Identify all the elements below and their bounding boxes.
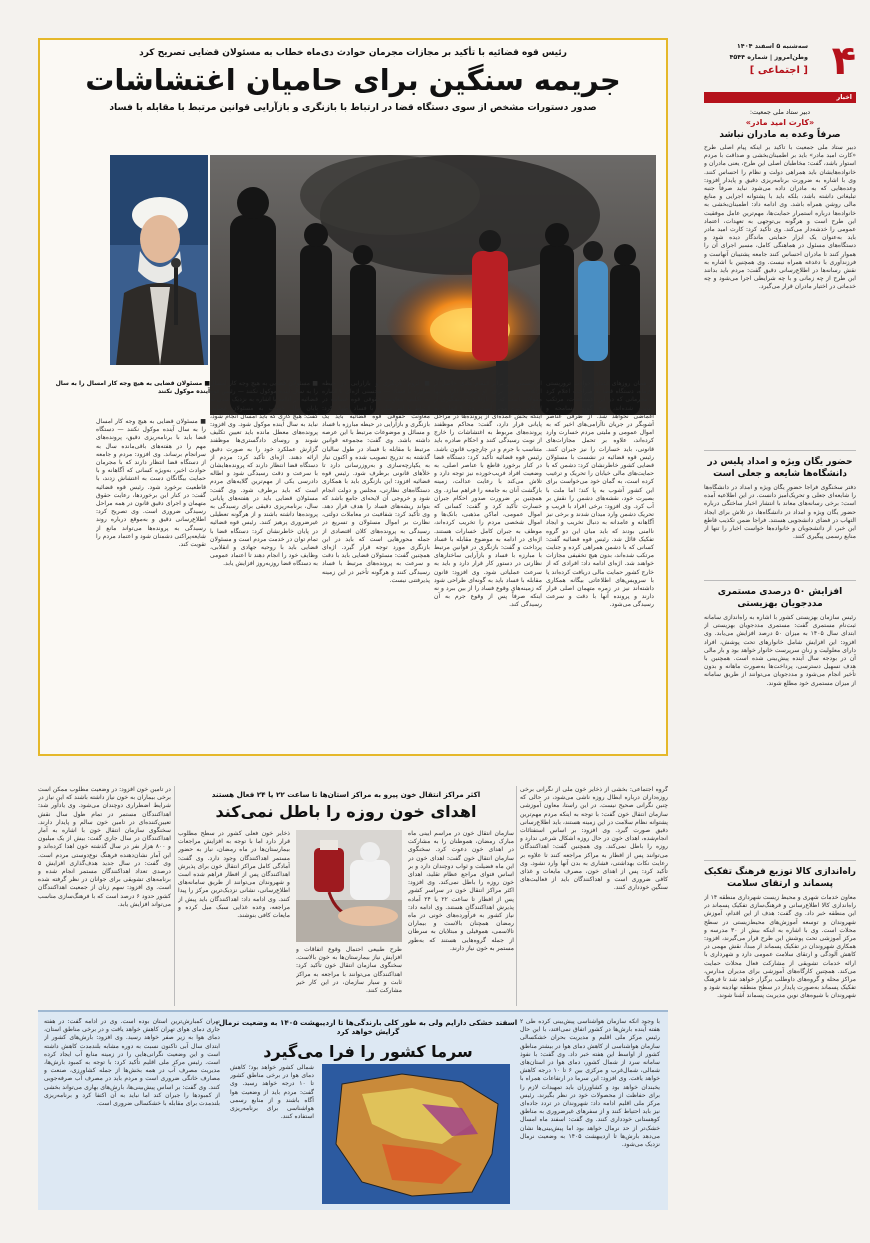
story4-headline: راه‌اندازی کالا توزیع فرهنگ تفکیک پسماند و ارتقای سلامت xyxy=(704,867,856,889)
weather-column-2: شمالی کشور خواهد بود؛ کاهش دمای هوا در برخی مناطق کشور تا ۱۰ درجه خواهد رسید. وی گفت: مردم باید از وضعیت هوا آگاه باشند و از منابع رسمی هواشناسی برای برنامه‌ریزی استفاده کنند. xyxy=(230,1064,314,1121)
weather-column-1: با وجود آنکه سازمان هواشناسی پیش‌بینی کرده طی ۲ هفته آینده بارش‌ها در کشور اتفاق نمی‌افتد، با این حال رئیس مرکز ملی اقلیم و مدیریت بحران خشکسالی سازمان هواشناسی از کاهش دمای هوا در بیشتر مناطق کشور از اواسط این هفته خبر داد. وی گفت: با نفوذ سامانه سرد از شمال کشور، دمای هوا در استان‌های شمالی، شمال‌غرب و مرکزی بین ۶ تا ۱۰ درجه کاهش خواهد یافت. وی افزود: این سرما در ارتفاعات همراه با یخبندان خواهد بود و کشاورزان باید تمهیدات لازم را برای حفاظت از محصولات خود در نظر بگیرند. رئیس مرکز ملی اقلیم ادامه داد: شهروندان در تردد جاده‌ای نیز باید احتیاط کنند و از سفرهای غیرضروری به مناطق کوهستانی خودداری کنند. وی گفت: اسفند ماه امسال خشک‌تر از حد نرمال خواهد بود اما پیش‌بینی‌ها نشان می‌دهد بارش‌ها تا اردیبهشت ۱۴۰۵ به وضعیت نرمال نزدیک می‌شود. xyxy=(520,1018,660,1149)
story1-kicker: دبیر ستاد ملی جمعیت: xyxy=(749,108,811,116)
lead-kicker: رئیس قوه قضائیه با تأکید بر مجازات مجرمان حوادث دی‌ماه خطاب به مسئولان قضایی تصریح کرد xyxy=(139,48,567,58)
story3-headline: افزایش ۵۰ درصدی مستمری مددجویان بهزیستی xyxy=(717,587,843,609)
section-name: [ اجتماعی ] xyxy=(749,65,808,76)
lead-column-2: از جسمی، در برابر انتقام مادی حاصل از ارتکاب جرم، برای او صرفه دارد؛ تنها مقولاتی است که در بازداری و پیشگیری از ارتکاب جرم موثر است. وی با اشاره به اینکه بخش عمده‌ای از پرونده‌ها در مراحل پایانی قرار دارد، گفت: محاکم موظفند پرونده‌های مربوط به اغتشاشات را خارج از نوبت رسیدگی کنند و احکام صادره باید متناسب با جرم و در چارچوب قانون باشد. رئیس قوه قضائیه تأکید کرد: دستگاه قضا در کنار برخورد قاطع با عناصر اصلی، به وضعیت افراد فریب‌خورده نیز توجه دارد و تلاش می‌کند با رعایت عدالت، زمینه بازگشت آنان به جامعه را فراهم سازد. وی همچنین بر ضرورت صدور احکام جبران خسارت تأکید کرد و گفت: کسانی که اموال عمومی، اماکن مذهبی، بانک‌ها و اموال شخصی مردم را تخریب کرده‌اند، موظف به جبران کامل خسارات هستند. اژه‌ای در ادامه به موضوع مقابله با فساد پرداخت و گفت: بازنگری در قوانین مرتبط با مبارزه با فساد و بازآرایی ساختارهای نظارتی در دستور کار قرار دارد و باید به سرعت عملیاتی شود. وی افزود: قانون مقابله با فساد باید به گونه‌ای طراحی شود که زمینه‌های وقوع فساد را از بین ببرد و نه اینکه صرفاً پس از وقوع جرم به آن رسیدگی کند. xyxy=(434,380,542,609)
lead-column-1: از همان روزهای ابتدای حوادث تروریستی دی‌ماه، دستگاه قضا به صراحت اعلام کرد با مجرمانی که در این اغتشاشات، مرتکب جنایت شده‌اند، هیچ گونه مسامحه و اغماضی نخواهد شد. از طرفی عناصر آشوبگر در جریان ناآرامی‌های اخیر که به اموال عمومی و ملیتی مردم خسارت وارد کرده‌اند، علاوه بر تحمل مجازات‌های قانونی، باید خسارات را نیز جبران کنند. رئیس قوه قضائیه در نشست با مسئولان قضایی کشور خاطرنشان کرد: دشمن که با حمایت‌های مالی خیابان را تحریک و ترغیب کرده است، به گمان خود می‌خواست برای این کشور آشوب به پا کند؛ اما ملت با بصیرت خود، نقشه‌های دشمن را نقش بر آب کرد. وی افزود: برخی افراد با فریب و تحریک دشمن وارد میدان شدند و برخی نیز آگاهانه و عامدانه به دنبال تخریب و ایجاد ناامنی بودند که باید میان این دو گروه تفکیک قائل شد. رئیس قوه قضائیه گفت: کسانی که با دشمن همراهی کرده و جنایت مرتکب شده‌اند، بدون هیچ تخفیفی مجازات خواهند شد. اژه‌ای ادامه داد: افرادی که از خارج کشور حمایت مالی دریافت کرده‌اند یا با سرویس‌های اطلاعاتی بیگانه همکاری داشته‌اند نیز در زمره متهمان اصلی قرار دارند و پرونده آنها با دقت و سرعت رسیدگی می‌شود. xyxy=(546,380,654,609)
page-number: ۴ xyxy=(831,38,856,84)
lead-column-5: ■ مسئولان قضایی به هیچ وجه کار امسال را به سال آینده موکول نکنند — دستگاه قضا باید با برنامه‌ریزی دقیق، پرونده‌های مهم را در هفته‌های باقی‌مانده سال به سرانجام برساند. وی افزود: مردم و جامعه از دستگاه قضا انتظار دارند که با مجرمان حوادث اخیر، به‌ویژه کسانی که آگاهانه و با حمایت بیگانگان دست به اغتشاش زدند، با قاطعیت برخورد شود. رئیس قوه قضائیه گفت: در کنار این برخوردها، رعایت حقوق متهمان و اجرای دقیق قانون در همه مراحل رسیدگی ضروری است. وی تصریح کرد: اطلاع‌رسانی دقیق و به‌موقع درباره روند رسیدگی به پرونده‌ها می‌تواند مانع از شایعه‌پراکنی دشمنان شود و اعتماد مردم را تقویت کند. xyxy=(96,418,206,549)
lead-story-box xyxy=(38,38,668,756)
weather-column-3: تهران کمبارش‌ترین استان بوده است. وی در ادامه گفت: در هفته جاری دمای هوای تهران کاهش خواهد یافت و در برخی مناطق استان، دمای هوا به زیر صفر خواهد رسید. وی افزود: بارش‌های کشور از ابتدای سال آبی تاکنون نسبت به دوره مشابه بلندمدت کاهش داشته است و این وضعیت نگرانی‌هایی را در زمینه منابع آب ایجاد کرده است. رئیس مرکز ملی اقلیم تأکید کرد: با توجه به کمبود بارش‌ها، مدیریت مصرف آب در همه بخش‌ها از جمله کشاورزی، صنعت و مصارف خانگی ضروری است و مردم باید در مصرف آب صرفه‌جویی کنند. وی گفت: بر اساس پیش‌بینی‌ها، بارش‌های بهاری می‌تواند بخشی از کمبودها را جبران کند اما نباید به آن اکتفا کرد و برنامه‌ریزی بلندمدت برای مقابله با خشکسالی ضروری است. xyxy=(44,1018,220,1108)
lead-column-3: ■ لزوم بازنگری و بازآرایی در حیطه مبارزه با فساد — محسنی اژه‌ای با اشاره به تکلیف معاونت حقوقی قوه قضائیه در ارتباط با امر مبارزه با فساد اظهار کرد: معاونت حقوقی قوه قضائیه باید یک بازنگری و بازآرایی در حیطه مبارزه با فساد و مسائل و موضوعات مرتبط با این عرصه داشته باشد. وی گفت: مجموعه قوانین مرتبط با مقابله با فساد در طول سالیان گذشته به تدریج تصویب شده و اکنون نیاز به یکپارچه‌سازی و به‌روزرسانی دارد تا خلأهای قانونی برطرف شود. رئیس قوه قضائیه افزود: این بازنگری باید با همکاری دستگاه‌های نظارتی، مجلس و دولت انجام شود و خروجی آن لایحه‌ای جامع باشد که بتواند ریشه‌های فساد را هدف قرار دهد. وی تأکید کرد: شفافیت در معاملات دولتی، نظارت بر اموال مسئولان و تسریع در رسیدگی به پرونده‌های کلان اقتصادی از جمله محورهایی است که باید در این بازنگری مورد توجه قرار گیرد. اژه‌ای همچنین گفت: مسئولان قضایی باید با دقت و سرعت به پرونده‌های مرتبط با فساد رسیدگی کنند و هرگونه تأخیر در این زمینه پذیرفتنی نیست. xyxy=(322,380,430,584)
divider xyxy=(174,786,175,1006)
right-news-column xyxy=(704,92,856,1212)
blood-column-1: سازمان انتقال خون در مراسم آیینی ماه مبارک رمضان، هموطنان را به مشارکت در اهدای خون دعوت کرد. سخنگوی سازمان انتقال خون گفت: اهدای خون در این ماه فضیلت و ثواب دوچندان دارد و بر اساس فتوای مراجع عظام تقلید، اهدای خون روزه را باطل نمی‌کند. وی افزود: اکثر مراکز انتقال خون در سراسر کشور پس از افطار تا ساعت ۲۲ یا ۲۴ آماده پذیرش اهداکنندگان هستند. وی ادامه داد: نیاز کشور به فرآورده‌های خونی در ماه رمضان همچنان بالاست و بیماران تالاسمی، هموفیلی و مبتلایان به سرطان از جمله گروه‌هایی هستند که به‌طور مستمر به خون نیاز دارند. xyxy=(408,830,514,952)
lead-subheadline: صدور دستورات مشخص از سوی دستگاه قضا در ارتباط با بازنگری و بازآرایی قوانین مرتبط با مقابله با فساد xyxy=(109,102,597,113)
riot-photo xyxy=(210,155,656,415)
story1-body: دبیر ستاد ملی جمعیت با تأکید بر اینکه پیام اصلی طرح «کارت امید مادر» باید بر اطمینان‌بخشی و صداقت با مردم استوار باشد، گفت: مخاطبان اصلی این طرح، یعنی مادران و خانواده‌هایشان باید همراهی دولت و نظام را احساس کنند. وی با اشاره به ضرورت برنامه‌ریزی دقیق و پایدار افزود: وعده‌هایی که به مادران داده می‌شود نباید صرفاً جنبه تبلیغاتی داشته باشد، بلکه باید با پشتوانه اجرایی و منابع مالی روشن همراه باشد. وی ادامه داد: اطمینان‌بخشی به خانواده‌ها درباره استمرار حمایت‌ها، مهم‌ترین عامل موفقیت این طرح است و هرگونه بی‌توجهی به تعهدات، اعتماد عمومی را خدشه‌دار می‌کند. وی تأکید کرد: کارت امید مادر باید به‌عنوان یک ابزار حمایتی ماندگار دیده شود و دستگاه‌های مسئول در هماهنگی کامل، مسیر اجرای آن را هموار کنند تا مادران احساس کنند جامعه پشتیبان آنهاست و فرزندآوری با دغدغه همراه نیست. وی همچنین با اشاره به نقش رسانه‌ها در اطلاع‌رسانی دقیق گفت: مردم باید بدانند این طرح از چه زمانی و با چه شرایطی اجرا می‌شود و چه خدماتی در اختیار مادران قرار می‌گیرد. xyxy=(704,144,856,291)
blood-headline: اهدای خون روزه را باطل نمی‌کند xyxy=(215,802,477,821)
riot-photo-graphic xyxy=(210,155,656,415)
lead-headline: جریمه سنگین برای حامیان اغتشاشات xyxy=(85,63,621,97)
story3-body: رئیس سازمان بهزیستی کشور با اشاره به راه‌اندازی سامانه ثبت‌نام مستمری گفت: مستمری مددجویان بهزیستی از ابتدای سال ۱۴۰۵ به میزان ۵۰ درصد افزایش می‌یابد. وی افزود: این افزایش شامل خانوارهای تحت پوشش، افراد دارای معلولیت و زنان سرپرست خانوار خواهد بود و بار مالی آن در بودجه سال آینده پیش‌بینی شده است. همچنین با هدف تسهیل دسترسی، پرداخت‌ها به‌صورت ماهانه و بدون تأخیر انجام می‌شود و مددجویان می‌توانند از طریق سامانه از میزان مستمری خود مطلع شوند. xyxy=(704,614,856,687)
masthead xyxy=(704,38,856,90)
blood-kicker: اکثر مراکز انتقال خون پیرو به مراکز استان‌ها تا ساعت ۲۲ یا ۲۴ فعال هستند xyxy=(211,790,481,799)
issue-number: وطن‌امروز | شماره ۴۵۴۴ xyxy=(729,53,808,61)
lead-column-4: ■ مسئولان قضایی به هیچ وجه کار امسال را به سال آینده موکول نکنند — رئیس قوه قضائیه در ادامه با اشاره به نزدیک شدن به پایان سال خطاب به مسئولان قضایی گفت: هیچ کاری که باید امسال انجام شود، نباید به سال آینده موکول شود. وی افزود: پرونده‌های معطل مانده باید تعیین تکلیف شوند و روسای دادگستری‌ها موظفند گزارش عملکرد خود را به صورت دقیق ارائه دهند. اژه‌ای تأکید کرد: مردم از دستگاه قضا انتظار دارند که پرونده‌هایشان با سرعت و دقت رسیدگی شود و اطاله دادرسی یکی از مهم‌ترین گلایه‌های مردم است که باید برطرف شود. وی گفت: مسئولان قضایی باید در هفته‌های پایانی سال، برنامه‌ریزی دقیقی برای رسیدگی به پرونده‌ها داشته باشند و از هرگونه تعطیلی غیرضروری پرهیز کنند. رئیس قوه قضائیه در پایان خاطرنشان کرد: دستگاه قضا با تمام توان در خدمت مردم است و مسئولان قضایی باید با روحیه جهادی و انقلابی، وظایف خود را انجام دهند تا اعتماد عمومی به دستگاه قضا روزبه‌روز افزایش یابد. xyxy=(210,380,318,568)
story1-quote: «کارت امید مادر» xyxy=(745,118,815,127)
issue-date: سه‌شنبه ۵ اسفند ۱۴۰۴ xyxy=(736,42,808,50)
divider xyxy=(704,580,856,581)
divider xyxy=(704,450,856,451)
blood-donation-photo xyxy=(296,830,402,942)
news-section-tag: اخبار xyxy=(704,92,856,103)
divider xyxy=(516,786,517,1006)
story4-body: معاون خدمات شهری و محیط زیست شهرداری منطقه ۱۴ از راه‌اندازی کالا اطلاع‌رسانی و فرهنگ‌سازی تفکیک پسماند در این منطقه خبر داد. وی گفت: هدف از این اقدام، آموزش شهروندان و توسعه آموزش‌های محیط‌زیستی در سطح محلات است. وی با اشاره به اینکه بیش از ۳۰ مدرسه و مرکز آموزشی تحت پوشش این طرح قرار می‌گیرند، افزود: همکاری شهروندان در تفکیک پسماند از مبدأ، نقش مهمی در کاهش آلودگی و ارتقای سلامت عمومی دارد و شهرداری با ارائه خدمات تشویقی از مشارکت فعال محلات حمایت می‌کند. همچنین کارگاه‌های آموزشی برای مدیران مدارس، مراکز محله و گروه‌های داوطلب برگزار خواهد شد تا فرهنگ تفکیک پسماند به‌صورت پایدار در سطح منطقه نهادینه شود و شهروندان با شیوه‌های نوین مدیریت پسماند آشنا شوند. xyxy=(704,894,856,1000)
judge-photo-caption: ■ مسئولان قضایی به هیچ وجه کار امسال را به سال آینده موکول نکنند xyxy=(55,380,210,395)
story2-headline: حضور یگان ویژه و امداد پلیس در دانشگاه‌ها شایعه و جعلی است xyxy=(707,457,853,479)
judge-portrait xyxy=(110,155,208,365)
blood-donation-graphic xyxy=(296,830,402,942)
blood-column-2: طرح طبیعی احتمال وقوع اتفاقات و افزایش نیاز بیمارستان‌ها به خون بالاست. سخنگوی سازمان انتقال خون تأکید کرد: اهداکنندگان می‌توانند با مراجعه به مراکز ثابت و سیار سازمان، در این کار خیر مشارکت کنند. xyxy=(296,946,402,995)
blood-donation-story xyxy=(178,786,514,1026)
blood-column-3: ذخایر خون فعلی کشور در سطح مطلوب قرار دارد اما با توجه به افزایش مراجعات بیمارستان‌ها در ماه رمضان، نیاز به حضور مستمر اهداکنندگان وجود دارد. وی گفت: آمادگی کامل مراکز انتقال خون برای پذیرش اهداکنندگان پس از افطار فراهم شده است و شهروندان می‌توانند از طریق سامانه‌های اطلاع‌رسانی، نشانی نزدیک‌ترین مرکز را پیدا کنند. وی ادامه داد: اهداکنندگان باید پیش از مراجعه، وعده غذایی سبک میل کرده و مایعات کافی بنوشند. xyxy=(178,830,290,920)
weather-map-graphic xyxy=(322,1064,510,1204)
divider xyxy=(704,860,856,861)
weather-kicker: اسفند خشکی دارایم ولی به طور کلی بارندگی‌ها تا اردیبهشت ۱۴۰۵ به وضعیت نرمال گرایش خواهد کرد xyxy=(218,1018,518,1036)
weather-headline: سرما کشور را فرا می‌گیرد xyxy=(263,1042,473,1061)
story1-headline: صرفاً وعده به مادران نباشد xyxy=(719,130,841,140)
judge-portrait-graphic xyxy=(110,155,208,365)
iran-weather-map xyxy=(322,1064,510,1204)
blood-intro-right: گروه اجتماعی: بخشی از ذخایر خون ملی از نگرانی برخی روزه‌داران درباره ابطال روزه ناشی می‌شود، در حالی که چنین نگرانی صحیح نیست. در این راستا، معاون آموزشی سازمان انتقال خون گفت: با توجه به اینکه مردم مهم‌ترین پشتوانه نظام سلامت در این زمینه هستند، باید اطلاع‌رسانی دقیق صورت گیرد. وی افزود: بر اساس استفتائات انجام‌شده، اهدای خون در حال روزه اشکال شرعی ندارد و روزه را باطل نمی‌کند. وی همچنین گفت: اهداکنندگان می‌توانند پس از افطار به مراکز مراجعه کنند تا علاوه بر رعایت نکات بهداشتی، فشاری به بدن آنها وارد نشود. وی تأکید کرد: پس از اهدای خون، مصرف مایعات و غذای کافی ضروری است و اهداکنندگان باید از فعالیت‌های سنگین خودداری کنند. xyxy=(520,786,668,892)
blood-continued-left: در تامین خون افزود: در وضعیت مطلوب ممکن است برخی بیماران به خون نیاز داشته باشند که این نیاز در شرایط اضطراری دوچندان می‌شود. وی یادآور شد: اهداکنندگان مستمر در تمام طول سال نقش تعیین‌کننده‌ای در تامین خون سالم و پایدار دارند. سخنگوی سازمان انتقال خون با اشاره به آمار اهداکنندگان در سال جاری گفت: بیش از یک میلیون و ۸۰۰ هزار نفر در سال گذشته خون اهدا کرده‌اند و این آمار نشان‌دهنده فرهنگ نوع‌دوستی مردم است. وی گفت: در سال جدید هدف‌گذاری افزایش ۵ درصدی تعداد اهداکنندگان مستمر انجام شده و برنامه‌های تشویقی برای جوانان در نظر گرفته شده است. وی افزود: سهم زنان از جمعیت اهداکنندگان کشور حدود ۶ درصد است که با فرهنگ‌سازی مناسب می‌تواند افزایش یابد. xyxy=(38,786,171,908)
weather-story-box xyxy=(38,1010,668,1210)
story2-body: دفتر سخنگوی فراجا حضور یگان ویژه و امداد در دانشگاه‌ها را شایعه‌ای جعلی و تحریک‌آمیز دانست. در این اطلاعیه آمده است: برخی رسانه‌های معاند با انتشار اخبار ساختگی درباره حضور یگان ویژه و امداد در دانشگاه‌ها، در تلاش برای ایجاد التهاب در فضای دانشجویی هستند. فراجا ضمن تکذیب قاطع این خبر، از دانشجویان و خانواده‌ها خواست اخبار را تنها از منابع رسمی پیگیری کنند. xyxy=(704,484,856,541)
